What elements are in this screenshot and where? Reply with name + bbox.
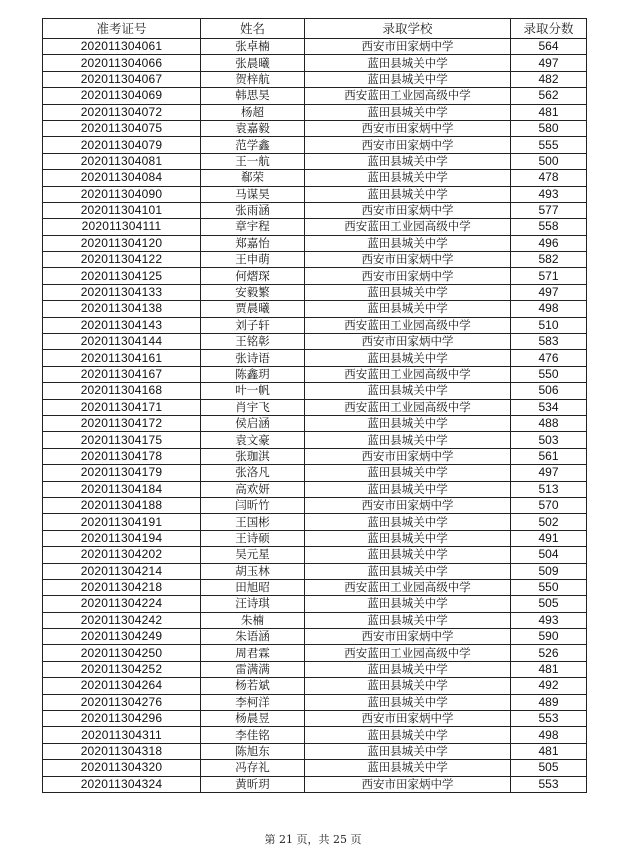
- exam-id-cell: 202011304242: [43, 612, 201, 628]
- school-cell: 西安市田家炳中学: [305, 39, 511, 55]
- score-cell: 498: [511, 301, 587, 317]
- school-cell: 蓝田县城关中学: [305, 661, 511, 677]
- table-row: [43, 399, 587, 415]
- exam-id-cell: 202011304161: [43, 350, 201, 366]
- admission-sheet: [42, 18, 586, 793]
- student-name-cell: 李柯洋: [201, 694, 305, 710]
- score-cell: 493: [511, 612, 587, 628]
- table-row: [43, 743, 587, 759]
- table-row: [43, 711, 587, 727]
- student-name-cell: 杨若斌: [201, 678, 305, 694]
- school-cell: 西安蓝田工业园高级中学: [305, 366, 511, 382]
- table-row: [43, 563, 587, 579]
- exam-id-cell: 202011304101: [43, 202, 201, 218]
- score-cell: 489: [511, 694, 587, 710]
- table-row: [43, 366, 587, 382]
- table-row: [43, 727, 587, 743]
- table-row: [43, 530, 587, 546]
- school-cell: 蓝田县城关中学: [305, 383, 511, 399]
- score-cell: 503: [511, 432, 587, 448]
- exam-id-cell: 202011304178: [43, 448, 201, 464]
- student-name-cell: 肖宇飞: [201, 399, 305, 415]
- student-name-cell: 王申萌: [201, 252, 305, 268]
- table-row: [43, 186, 587, 202]
- score-cell: 577: [511, 202, 587, 218]
- score-cell: 590: [511, 629, 587, 645]
- school-cell: 蓝田县城关中学: [305, 743, 511, 759]
- table-row: [43, 153, 587, 169]
- exam-id-cell: 202011304067: [43, 71, 201, 87]
- student-name-cell: 杨晨昱: [201, 711, 305, 727]
- score-cell: 570: [511, 497, 587, 513]
- admission-table: [42, 18, 587, 793]
- school-cell: 蓝田县城关中学: [305, 235, 511, 251]
- school-cell: 西安市田家炳中学: [305, 268, 511, 284]
- score-cell: 497: [511, 465, 587, 481]
- school-cell: 蓝田县城关中学: [305, 301, 511, 317]
- exam-id-cell: 202011304249: [43, 629, 201, 645]
- school-cell: 蓝田县城关中学: [305, 530, 511, 546]
- table-row: [43, 284, 587, 300]
- student-name-cell: 贾晨曦: [201, 301, 305, 317]
- table-row: [43, 268, 587, 284]
- table-row: [43, 629, 587, 645]
- table-row: [43, 383, 587, 399]
- school-cell: 西安蓝田工业园高级中学: [305, 219, 511, 235]
- table-row: [43, 514, 587, 530]
- student-name-cell: 袁嘉毅: [201, 120, 305, 136]
- score-cell: 497: [511, 55, 587, 71]
- table-row: [43, 497, 587, 513]
- header-name: 姓名: [201, 19, 305, 39]
- score-cell: 506: [511, 383, 587, 399]
- school-cell: 蓝田县城关中学: [305, 727, 511, 743]
- header-row: [43, 19, 587, 39]
- school-cell: 蓝田县城关中学: [305, 760, 511, 776]
- score-cell: 553: [511, 776, 587, 792]
- exam-id-cell: 202011304081: [43, 153, 201, 169]
- score-cell: 496: [511, 235, 587, 251]
- student-name-cell: 贺梓航: [201, 71, 305, 87]
- score-cell: 482: [511, 71, 587, 87]
- exam-id-cell: 202011304202: [43, 547, 201, 563]
- table-row: [43, 465, 587, 481]
- student-name-cell: 朱楠: [201, 612, 305, 628]
- table-row: [43, 39, 587, 55]
- exam-id-cell: 202011304171: [43, 399, 201, 415]
- school-cell: 蓝田县城关中学: [305, 350, 511, 366]
- school-cell: 蓝田县城关中学: [305, 284, 511, 300]
- school-cell: 西安市田家炳中学: [305, 497, 511, 513]
- score-cell: 497: [511, 284, 587, 300]
- table-row: [43, 760, 587, 776]
- score-cell: 481: [511, 661, 587, 677]
- score-cell: 555: [511, 137, 587, 153]
- exam-id-cell: 202011304296: [43, 711, 201, 727]
- school-cell: 蓝田县城关中学: [305, 71, 511, 87]
- exam-id-cell: 202011304143: [43, 317, 201, 333]
- exam-id-cell: 202011304072: [43, 104, 201, 120]
- table-row: [43, 776, 587, 792]
- exam-id-cell: 202011304111: [43, 219, 201, 235]
- table-row: [43, 55, 587, 71]
- score-cell: 498: [511, 727, 587, 743]
- student-name-cell: 袁文豪: [201, 432, 305, 448]
- table-row: [43, 579, 587, 595]
- score-cell: 510: [511, 317, 587, 333]
- table-row: [43, 334, 587, 350]
- school-cell: 蓝田县城关中学: [305, 432, 511, 448]
- student-name-cell: 闫昕竹: [201, 497, 305, 513]
- student-name-cell: 陈鑫玥: [201, 366, 305, 382]
- school-cell: 蓝田县城关中学: [305, 678, 511, 694]
- score-cell: 513: [511, 481, 587, 497]
- student-name-cell: 陈旭东: [201, 743, 305, 759]
- school-cell: 蓝田县城关中学: [305, 563, 511, 579]
- score-cell: 481: [511, 743, 587, 759]
- student-name-cell: 朱语涵: [201, 629, 305, 645]
- score-cell: 481: [511, 104, 587, 120]
- exam-id-cell: 202011304324: [43, 776, 201, 792]
- student-name-cell: 郗荣: [201, 170, 305, 186]
- table-row: [43, 350, 587, 366]
- student-name-cell: 刘子轩: [201, 317, 305, 333]
- table-row: [43, 481, 587, 497]
- table-row: [43, 678, 587, 694]
- exam-id-cell: 202011304138: [43, 301, 201, 317]
- score-cell: 571: [511, 268, 587, 284]
- table-row: [43, 71, 587, 87]
- score-cell: 493: [511, 186, 587, 202]
- score-cell: 505: [511, 596, 587, 612]
- table-row: [43, 694, 587, 710]
- exam-id-cell: 202011304125: [43, 268, 201, 284]
- student-name-cell: 王铭彰: [201, 334, 305, 350]
- table-row: [43, 612, 587, 628]
- score-cell: 509: [511, 563, 587, 579]
- exam-id-cell: 202011304311: [43, 727, 201, 743]
- table-row: [43, 596, 587, 612]
- exam-id-cell: 202011304122: [43, 252, 201, 268]
- exam-id-cell: 202011304120: [43, 235, 201, 251]
- student-name-cell: 章宇程: [201, 219, 305, 235]
- table-row: [43, 301, 587, 317]
- score-cell: 561: [511, 448, 587, 464]
- table-row: [43, 219, 587, 235]
- student-name-cell: 吴元星: [201, 547, 305, 563]
- score-cell: 534: [511, 399, 587, 415]
- student-name-cell: 张雨涵: [201, 202, 305, 218]
- table-row: [43, 202, 587, 218]
- table-row: [43, 547, 587, 563]
- school-cell: 西安市田家炳中学: [305, 137, 511, 153]
- score-cell: 580: [511, 120, 587, 136]
- student-name-cell: 汪诗琪: [201, 596, 305, 612]
- exam-id-cell: 202011304264: [43, 678, 201, 694]
- table-row: [43, 317, 587, 333]
- table-row: [43, 120, 587, 136]
- school-cell: 西安市田家炳中学: [305, 448, 511, 464]
- school-cell: 西安市田家炳中学: [305, 120, 511, 136]
- school-cell: 西安市田家炳中学: [305, 711, 511, 727]
- student-name-cell: 周君霖: [201, 645, 305, 661]
- student-name-cell: 叶一帆: [201, 383, 305, 399]
- school-cell: 蓝田县城关中学: [305, 104, 511, 120]
- student-name-cell: 王诗硕: [201, 530, 305, 546]
- header-school: 录取学校: [305, 19, 511, 39]
- school-cell: 蓝田县城关中学: [305, 170, 511, 186]
- table-row: [43, 661, 587, 677]
- student-name-cell: 张洛凡: [201, 465, 305, 481]
- score-cell: 550: [511, 366, 587, 382]
- school-cell: 蓝田县城关中学: [305, 596, 511, 612]
- score-cell: 526: [511, 645, 587, 661]
- exam-id-cell: 202011304168: [43, 383, 201, 399]
- student-name-cell: 高欢妍: [201, 481, 305, 497]
- exam-id-cell: 202011304252: [43, 661, 201, 677]
- school-cell: 西安蓝田工业园高级中学: [305, 645, 511, 661]
- school-cell: 蓝田县城关中学: [305, 612, 511, 628]
- school-cell: 蓝田县城关中学: [305, 514, 511, 530]
- table-row: [43, 137, 587, 153]
- exam-id-cell: 202011304167: [43, 366, 201, 382]
- student-name-cell: 黄昕玥: [201, 776, 305, 792]
- exam-id-cell: 202011304079: [43, 137, 201, 153]
- table-row: [43, 415, 587, 431]
- exam-id-cell: 202011304144: [43, 334, 201, 350]
- student-name-cell: 马谋昊: [201, 186, 305, 202]
- student-name-cell: 王一航: [201, 153, 305, 169]
- student-name-cell: 杨超: [201, 104, 305, 120]
- student-name-cell: 张珈淇: [201, 448, 305, 464]
- score-cell: 492: [511, 678, 587, 694]
- student-name-cell: 安毅繁: [201, 284, 305, 300]
- header-exam-id: 准考证号: [43, 19, 201, 39]
- table-body: [43, 39, 587, 793]
- score-cell: 478: [511, 170, 587, 186]
- school-cell: 西安蓝田工业园高级中学: [305, 317, 511, 333]
- student-name-cell: 张诗语: [201, 350, 305, 366]
- score-cell: 558: [511, 219, 587, 235]
- exam-id-cell: 202011304069: [43, 88, 201, 104]
- student-name-cell: 王国彬: [201, 514, 305, 530]
- exam-id-cell: 202011304194: [43, 530, 201, 546]
- score-cell: 504: [511, 547, 587, 563]
- student-name-cell: 田旭昭: [201, 579, 305, 595]
- exam-id-cell: 202011304061: [43, 39, 201, 55]
- score-cell: 505: [511, 760, 587, 776]
- school-cell: 西安蓝田工业园高级中学: [305, 579, 511, 595]
- exam-id-cell: 202011304276: [43, 694, 201, 710]
- table-row: [43, 88, 587, 104]
- score-cell: 500: [511, 153, 587, 169]
- exam-id-cell: 202011304075: [43, 120, 201, 136]
- exam-id-cell: 202011304250: [43, 645, 201, 661]
- exam-id-cell: 202011304179: [43, 465, 201, 481]
- exam-id-cell: 202011304184: [43, 481, 201, 497]
- school-cell: 蓝田县城关中学: [305, 186, 511, 202]
- student-name-cell: 李佳铭: [201, 727, 305, 743]
- score-cell: 476: [511, 350, 587, 366]
- exam-id-cell: 202011304224: [43, 596, 201, 612]
- exam-id-cell: 202011304188: [43, 497, 201, 513]
- score-cell: 553: [511, 711, 587, 727]
- student-name-cell: 韩思昊: [201, 88, 305, 104]
- school-cell: 蓝田县城关中学: [305, 55, 511, 71]
- student-name-cell: 张晨曦: [201, 55, 305, 71]
- score-cell: 550: [511, 579, 587, 595]
- student-name-cell: 郑嘉怡: [201, 235, 305, 251]
- table-row: [43, 448, 587, 464]
- score-cell: 562: [511, 88, 587, 104]
- table-row: [43, 235, 587, 251]
- table-row: [43, 432, 587, 448]
- exam-id-cell: 202011304320: [43, 760, 201, 776]
- student-name-cell: 冯存礼: [201, 760, 305, 776]
- exam-id-cell: 202011304218: [43, 579, 201, 595]
- page-number: 第 21 页，共 25 页: [264, 833, 362, 846]
- score-cell: 564: [511, 39, 587, 55]
- table-row: [43, 252, 587, 268]
- exam-id-cell: 202011304214: [43, 563, 201, 579]
- student-name-cell: 范学鑫: [201, 137, 305, 153]
- exam-id-cell: 202011304090: [43, 186, 201, 202]
- header-score: 录取分数: [511, 19, 587, 39]
- score-cell: 491: [511, 530, 587, 546]
- exam-id-cell: 202011304318: [43, 743, 201, 759]
- score-cell: 582: [511, 252, 587, 268]
- exam-id-cell: 202011304191: [43, 514, 201, 530]
- school-cell: 西安市田家炳中学: [305, 202, 511, 218]
- school-cell: 西安蓝田工业园高级中学: [305, 399, 511, 415]
- school-cell: 西安蓝田工业园高级中学: [305, 88, 511, 104]
- exam-id-cell: 202011304133: [43, 284, 201, 300]
- table-row: [43, 170, 587, 186]
- school-cell: 蓝田县城关中学: [305, 547, 511, 563]
- school-cell: 蓝田县城关中学: [305, 481, 511, 497]
- exam-id-cell: 202011304066: [43, 55, 201, 71]
- exam-id-cell: 202011304172: [43, 415, 201, 431]
- score-cell: 583: [511, 334, 587, 350]
- school-cell: 蓝田县城关中学: [305, 465, 511, 481]
- student-name-cell: 胡玉林: [201, 563, 305, 579]
- score-cell: 488: [511, 415, 587, 431]
- school-cell: 蓝田县城关中学: [305, 694, 511, 710]
- exam-id-cell: 202011304084: [43, 170, 201, 186]
- student-name-cell: 雷满满: [201, 661, 305, 677]
- score-cell: 502: [511, 514, 587, 530]
- table-header: [43, 19, 587, 39]
- table-row: [43, 104, 587, 120]
- student-name-cell: 侯启涵: [201, 415, 305, 431]
- school-cell: 西安市田家炳中学: [305, 334, 511, 350]
- table-row: [43, 645, 587, 661]
- school-cell: 蓝田县城关中学: [305, 153, 511, 169]
- school-cell: 西安市田家炳中学: [305, 252, 511, 268]
- school-cell: 西安市田家炳中学: [305, 629, 511, 645]
- student-name-cell: 何熠琛: [201, 268, 305, 284]
- school-cell: 西安市田家炳中学: [305, 776, 511, 792]
- student-name-cell: 张卓楠: [201, 39, 305, 55]
- exam-id-cell: 202011304175: [43, 432, 201, 448]
- school-cell: 蓝田县城关中学: [305, 415, 511, 431]
